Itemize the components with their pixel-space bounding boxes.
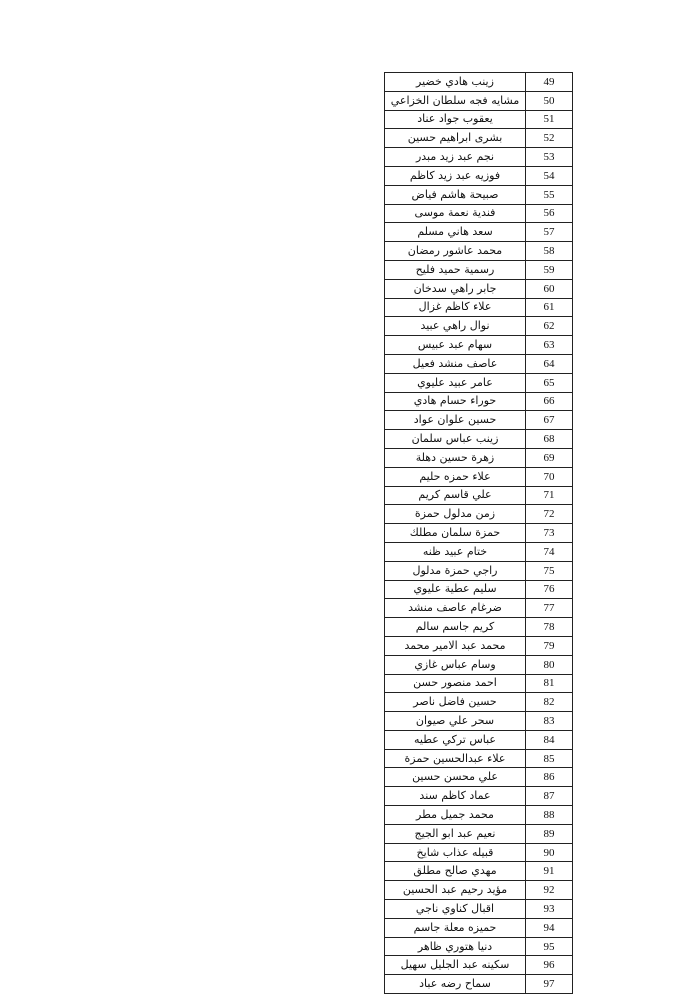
row-number: 69: [526, 448, 573, 467]
row-number: 78: [526, 618, 573, 637]
row-number: 83: [526, 712, 573, 731]
person-name: عباس تركي عطيه: [385, 730, 526, 749]
person-name: علي محسن حسين: [385, 768, 526, 787]
table-row: [385, 73, 573, 92]
person-name: سماح رضه عباد: [385, 975, 526, 994]
row-number: 73: [526, 524, 573, 543]
person-name: زينب عباس سلمان: [385, 430, 526, 449]
row-number: 71: [526, 486, 573, 505]
person-name: دنيا هتوري ظاهر: [385, 937, 526, 956]
person-name: بشرى ابراهيم حسين: [385, 129, 526, 148]
row-number: 75: [526, 561, 573, 580]
table-row: [385, 448, 573, 467]
table-row: [385, 91, 573, 110]
row-number: 76: [526, 580, 573, 599]
names-table: [384, 72, 573, 994]
table-row: [385, 486, 573, 505]
table-row: [385, 580, 573, 599]
table-row: [385, 918, 573, 937]
row-number: 97: [526, 975, 573, 994]
person-name: فندية نعمة موسى: [385, 204, 526, 223]
table-row: [385, 204, 573, 223]
person-name: عماد كاظم سند: [385, 787, 526, 806]
table-row: [385, 185, 573, 204]
table-row: [385, 636, 573, 655]
row-number: 61: [526, 298, 573, 317]
row-number: 53: [526, 148, 573, 167]
person-name: وسام عباس غازي: [385, 655, 526, 674]
row-number: 77: [526, 599, 573, 618]
row-number: 96: [526, 956, 573, 975]
table-row: [385, 975, 573, 994]
table-row: [385, 110, 573, 129]
row-number: 60: [526, 279, 573, 298]
person-name: حميزه معلة جاسم: [385, 918, 526, 937]
person-name: مشايه فجه سلطان الخزاعي: [385, 91, 526, 110]
row-number: 84: [526, 730, 573, 749]
row-number: 72: [526, 505, 573, 524]
person-name: سهام عبد عبيس: [385, 336, 526, 355]
person-name: حسين فاضل ناصر: [385, 693, 526, 712]
table-row: [385, 298, 573, 317]
table-row: [385, 260, 573, 279]
row-number: 70: [526, 467, 573, 486]
table-row: [385, 956, 573, 975]
row-number: 89: [526, 824, 573, 843]
person-name: سعد هاني مسلم: [385, 223, 526, 242]
table-row: [385, 937, 573, 956]
row-number: 49: [526, 73, 573, 92]
person-name: علاء كاظم غزال: [385, 298, 526, 317]
row-number: 63: [526, 336, 573, 355]
person-name: ضرغام عاصف منشد: [385, 599, 526, 618]
person-name: علاء حمزه حليم: [385, 467, 526, 486]
person-name: محمد عاشور رمضان: [385, 242, 526, 261]
row-number: 57: [526, 223, 573, 242]
table-row: [385, 900, 573, 919]
person-name: ختام عبيد ظنه: [385, 542, 526, 561]
person-name: سكينه عبد الجليل سهيل: [385, 956, 526, 975]
row-number: 65: [526, 373, 573, 392]
row-number: 87: [526, 787, 573, 806]
person-name: راجي حمزة مدلول: [385, 561, 526, 580]
table-row: [385, 392, 573, 411]
table-row: [385, 881, 573, 900]
table-row: [385, 730, 573, 749]
person-name: زينب هادي خضير: [385, 73, 526, 92]
row-number: 62: [526, 317, 573, 336]
person-name: محمد جميل مطر: [385, 806, 526, 825]
row-number: 82: [526, 693, 573, 712]
names-table-body: [385, 73, 573, 994]
row-number: 50: [526, 91, 573, 110]
person-name: حسين علوان عواد: [385, 411, 526, 430]
row-number: 94: [526, 918, 573, 937]
row-number: 56: [526, 204, 573, 223]
table-row: [385, 561, 573, 580]
table-row: [385, 373, 573, 392]
person-name: محمد عبد الامير محمد: [385, 636, 526, 655]
table-row: [385, 336, 573, 355]
row-number: 88: [526, 806, 573, 825]
table-row: [385, 354, 573, 373]
person-name: صبيحة هاشم فياض: [385, 185, 526, 204]
row-number: 68: [526, 430, 573, 449]
person-name: جابر راهي سدخان: [385, 279, 526, 298]
person-name: يعقوب جواد عناد: [385, 110, 526, 129]
table-row: [385, 712, 573, 731]
person-name: علي قاسم كريم: [385, 486, 526, 505]
person-name: نعيم عبد ابو الجيج: [385, 824, 526, 843]
row-number: 66: [526, 392, 573, 411]
person-name: عامر عبيد عليوي: [385, 373, 526, 392]
row-number: 52: [526, 129, 573, 148]
table-row: [385, 242, 573, 261]
person-name: رسمية حميد فليح: [385, 260, 526, 279]
person-name: احمد منصور حسن: [385, 674, 526, 693]
person-name: سليم عطية عليوي: [385, 580, 526, 599]
person-name: حمزة سلمان مطلك: [385, 524, 526, 543]
row-number: 55: [526, 185, 573, 204]
row-number: 79: [526, 636, 573, 655]
row-number: 51: [526, 110, 573, 129]
table-row: [385, 430, 573, 449]
table-row: [385, 129, 573, 148]
row-number: 93: [526, 900, 573, 919]
row-number: 64: [526, 354, 573, 373]
table-row: [385, 599, 573, 618]
row-number: 95: [526, 937, 573, 956]
row-number: 90: [526, 843, 573, 862]
row-number: 58: [526, 242, 573, 261]
person-name: نجم عبد زيد مبدر: [385, 148, 526, 167]
table-row: [385, 862, 573, 881]
person-name: عاصف منشد فعيل: [385, 354, 526, 373]
person-name: زمن مدلول حمزة: [385, 505, 526, 524]
table-row: [385, 693, 573, 712]
person-name: كريم جاسم سالم: [385, 618, 526, 637]
table-row: [385, 768, 573, 787]
table-row: [385, 749, 573, 768]
table-row: [385, 787, 573, 806]
table-row: [385, 655, 573, 674]
row-number: 85: [526, 749, 573, 768]
table-row: [385, 542, 573, 561]
table-row: [385, 524, 573, 543]
row-number: 81: [526, 674, 573, 693]
table-row: [385, 148, 573, 167]
table-row: [385, 806, 573, 825]
person-name: قبيله عذاب شايخ: [385, 843, 526, 862]
row-number: 86: [526, 768, 573, 787]
table-row: [385, 824, 573, 843]
row-number: 74: [526, 542, 573, 561]
person-name: مؤيد رحيم عبد الحسين: [385, 881, 526, 900]
row-number: 92: [526, 881, 573, 900]
person-name: نوال راهي عبيد: [385, 317, 526, 336]
person-name: حوراء حسام هادي: [385, 392, 526, 411]
row-number: 91: [526, 862, 573, 881]
row-number: 54: [526, 166, 573, 185]
person-name: اقبال كناوي ناجي: [385, 900, 526, 919]
table-row: [385, 166, 573, 185]
person-name: سحر علي صيوان: [385, 712, 526, 731]
person-name: مهدي صالح مطلق: [385, 862, 526, 881]
row-number: 59: [526, 260, 573, 279]
table-row: [385, 618, 573, 637]
row-number: 67: [526, 411, 573, 430]
table-row: [385, 505, 573, 524]
person-name: علاء عبدالحسين حمزة: [385, 749, 526, 768]
person-name: زهرة حسين دهلة: [385, 448, 526, 467]
table-row: [385, 223, 573, 242]
row-number: 80: [526, 655, 573, 674]
table-row: [385, 674, 573, 693]
table-row: [385, 317, 573, 336]
table-row: [385, 467, 573, 486]
table-row: [385, 411, 573, 430]
table-row: [385, 279, 573, 298]
table-row: [385, 843, 573, 862]
person-name: فوزيه عبد زيد كاظم: [385, 166, 526, 185]
